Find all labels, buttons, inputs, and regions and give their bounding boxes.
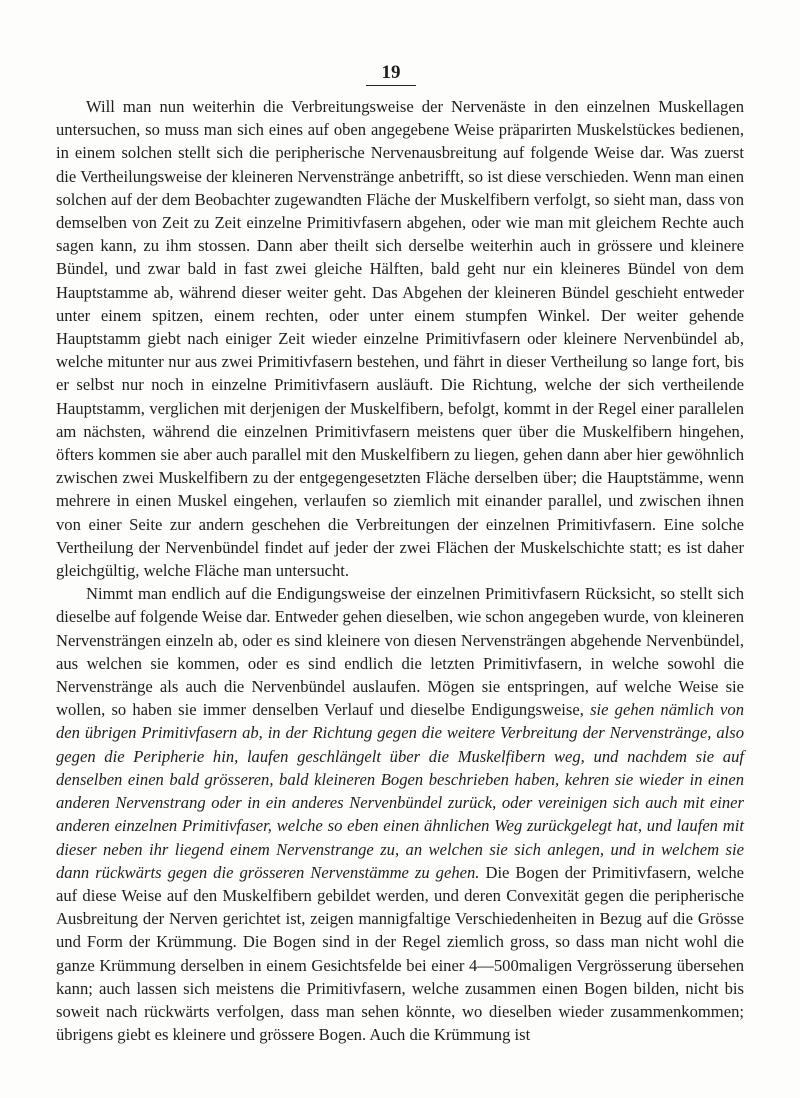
paragraph-2-text-start: Nimmt man endlich auf die Endigungsweise der einzelnen Primitivfasern Rücksicht, so stellt sich dieselbe auf folgende Weise dar. Entweder gehen dieselben, wie schon angegeben wurde, von kleineren Nervensträngen einzeln ab, oder es sind kleinere von diesen Nervensträngen abgehende Nervenbündel, aus welchen sie kommen, oder es sind endlich die letzten Primitivfasern, in welche sowohl die Nervenstränge als auch die Nervenbündel auslaufen. Mögen sie entspringen, auf welche Weise sie wollen, so haben sie immer denselben Verlauf und dieselbe Endigungsweise, <box>56 584 744 720</box>
paragraph-1 <box>56 95 744 582</box>
paragraph-2 <box>56 582 744 1046</box>
body-text <box>56 95 744 1046</box>
paragraph-1-text: Will man nun weiterhin die Verbreitungsweise der Nervenäste in den einzelnen Muskellagen untersuchen, so muss man sich eines auf oben angegebene Weise präparirten Muskelstückes bedienen, in einem solchen stellt sich die peripherische Nervenausbreitung auf folgende Weise dar. Was zuerst die Vertheilungsweise der kleineren Nervenstränge anbetrifft, so ist diese verschieden. Wenn man einen solchen auf der dem Beobachter zugewandten Fläche der Muskelfibern verfolgt, so sieht man, dass von demselben von Zeit zu Zeit einzelne Primitivfasern abgehen, oder wie man mit gleichem Rechte auch sagen kann, zu ihm stossen. Dann aber theilt sich derselbe weiterhin auch in grössere und kleinere Bündel, und zwar bald in fast zwei gleiche Hälften, bald geht nur ein kleineres Bündel von dem Hauptstamme ab, während dieser weiter geht. Das Abgehen der kleineren Bündel geschieht entweder unter einem spitzen, einem rechten, oder unter einem stumpfen Winkel. Der weiter gehende Hauptstamm giebt nach einiger Zeit wieder einzelne Primitivfasern oder kleinere Nervenbündel ab, welche mitunter nur aus zwei Primitivfasern bestehen, und fährt in dieser Vertheilung so lange fort, bis er selbst nur noch in einzelne Primitivfasern ausläuft. Die Richtung, welche der sich vertheilende Hauptstamm, verglichen mit derjenigen der Muskelfibern, befolgt, kommt in der Regel einer parallelen am nächsten, während die einzelnen Primitivfasern meistens quer über die Muskelfibern hingehen, öfters kommen sie aber auch parallel mit den Muskelfibern zu liegen, gehen dann aber hier gewöhnlich zwischen zwei Muskelfibern zu der entgegengesetzten Fläche derselben über; die Hauptstämme, wenn mehrere in einen Muskel eingehen, verlaufen so ziemlich mit einander parallel, und zwischen ihnen von einer Seite zur andern geschehen die Verbreitungen der einzelnen Primitivfasern. Eine solche Vertheilung der Nervenbündel findet auf jeder der zwei Flächen der Muskelschichte statt; es ist daher gleichgültig, welche Fläche man untersucht. <box>56 97 744 581</box>
page-number: 19 <box>366 62 416 86</box>
paragraph-2-italic-passage: sie gehen nämlich von den übrigen Primitivfasern ab, in der Richtung gegen die weitere Verbreitung der Nervenstränge, also gegen die Peripherie hin, laufen geschlängelt über die Muskelfibern weg, und nachdem sie auf denselben einen bald grösseren, bald kleineren Bogen beschrieben haben, kehren sie wieder in einen anderen Nervenstrang oder in ein anderes Nervenbündel zurück, oder vereinigen sich auch mit einer anderen einzelnen Primitivfaser, welche so eben einen ähnlichen Weg zurückgelegt hat, und laufen mit dieser neben ihr liegend einem Nervenstrange zu, an welchen sie sich anlegen, und in welchem sie dann rückwärts gegen die grösseren Nervenstämme zu gehen. <box>56 700 745 882</box>
paragraph-2-text-end: Die Bogen der Primitivfasern, welche auf diese Weise auf den Muskelfibern gebildet werden, und deren Convexität gegen die peripherische Ausbreitung der Nerven gerichtet ist, zeigen mannigfaltige Verschiedenheiten in Bezug auf die Grösse und Form der Krümmung. Die Bogen sind in der Regel ziemlich gross, so dass man nicht wohl die ganze Krümmung derselben in einem Gesichtsfelde bei einer 4—500maligen Vergrösserung übersehen kann; auch lassen sich meistens die Primitivfasern, welche zusammen einen Bogen bilden, nicht bis soweit nach rückwärts verfolgen, dass man sehen könnte, wo dieselben wieder zusammenkommen; übrigens giebt es kleinere und grössere Bogen. Auch die Krümmung ist <box>56 862 745 1045</box>
